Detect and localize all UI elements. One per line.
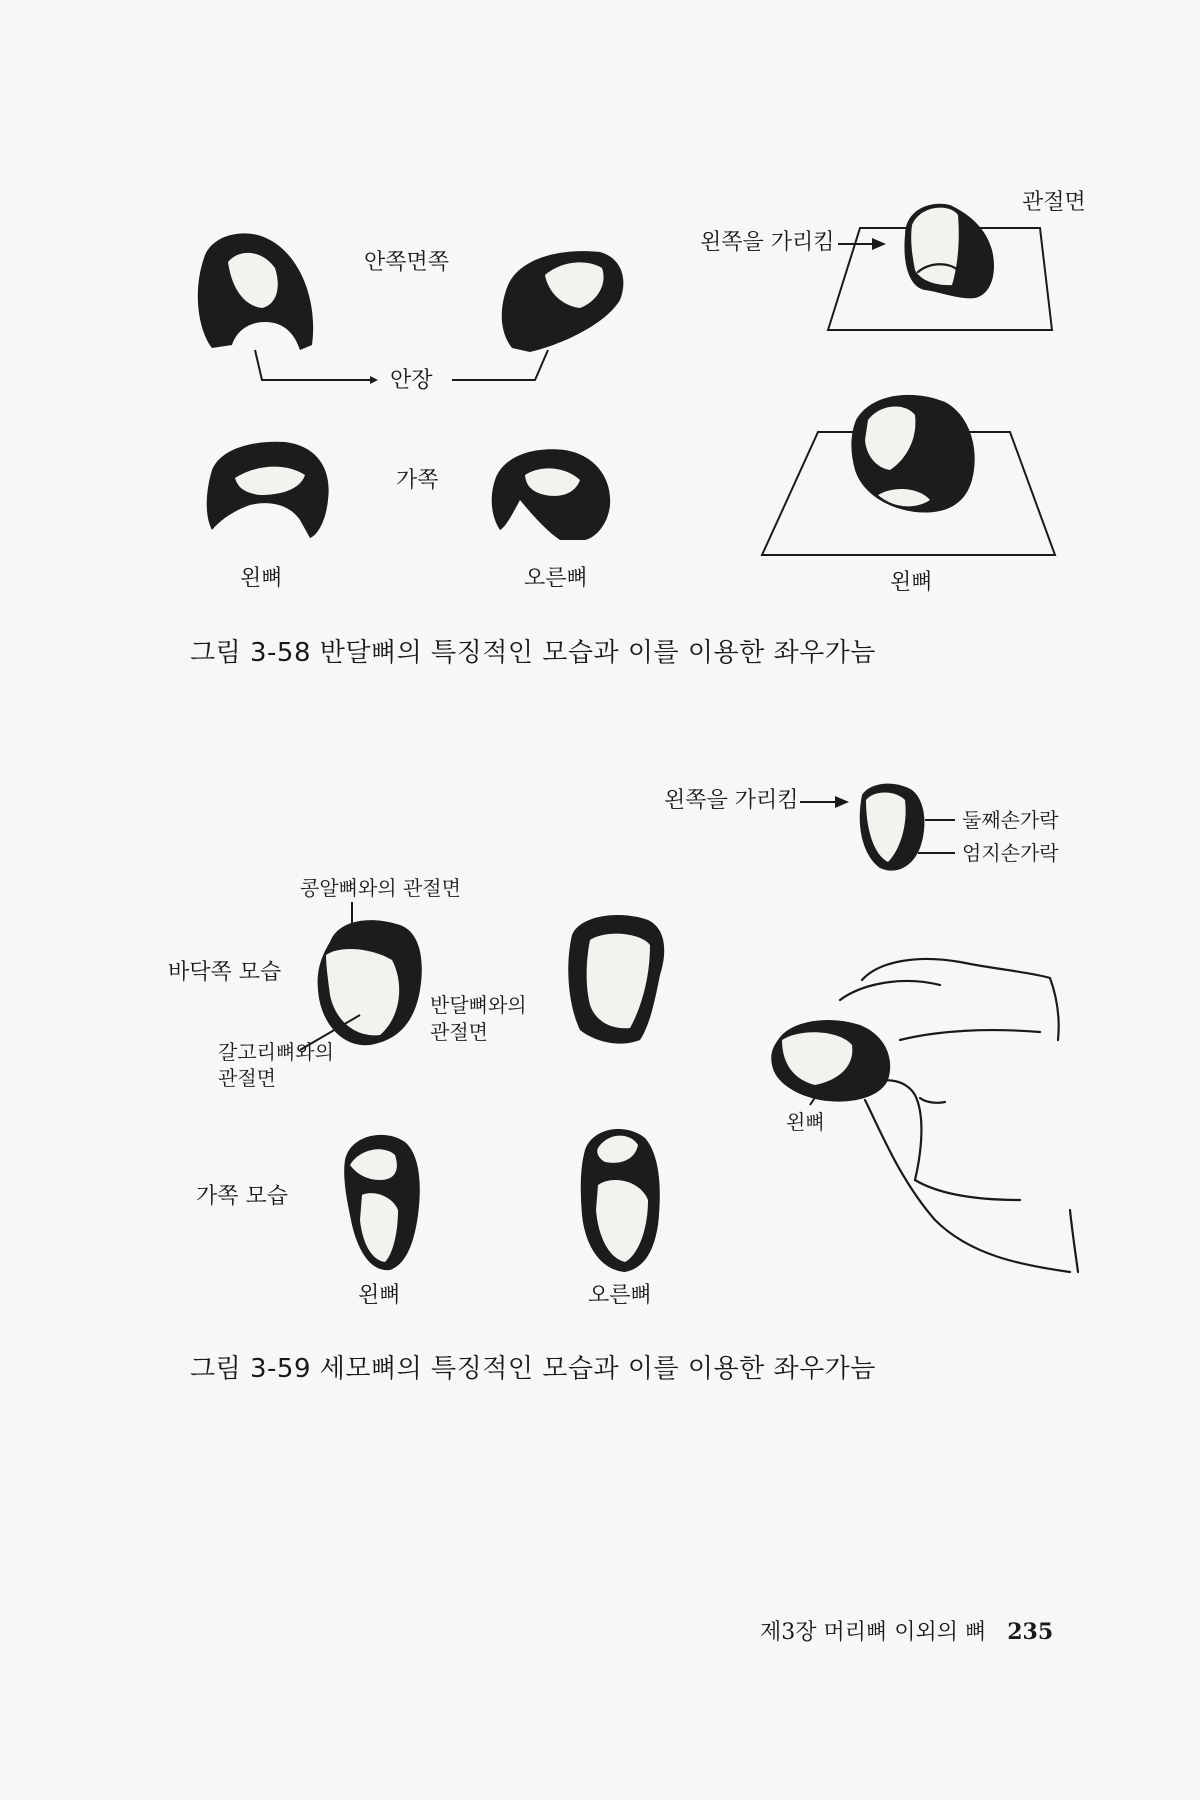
label-palmar-view: 바닥쪽 모습	[168, 960, 282, 985]
page-footer	[760, 1615, 1053, 1646]
label-thumb: 엄지손가락	[962, 841, 1059, 865]
label-left-bone-1: 왼뼈	[240, 566, 283, 591]
figure-caption-3-59: 그림 3-59 세모뼈의 특징적인 모습과 이를 이용한 좌우가늠	[190, 1354, 876, 1384]
chapter-title: 제3장 머리뼈 이외의 뼈	[760, 1620, 987, 1645]
label-pisiform-surface: 콩알뼈와의 관절면	[300, 876, 461, 900]
label-left-bone-hand: 왼뼈	[786, 1110, 825, 1134]
label-left-bone-2: 왼뼈	[890, 570, 933, 595]
page-number: 235	[1007, 1619, 1054, 1645]
label-lunate-surface-1: 반달뼈와의	[430, 993, 527, 1017]
label-saddle: 안장	[390, 368, 433, 393]
label-right-bone-1: 오른뼈	[524, 566, 588, 591]
figure-caption-3-58: 그림 3-58 반달뼈의 특징적인 모습과 이를 이용한 좌우가늠	[190, 638, 876, 668]
label-lateral: 가쪽	[396, 468, 439, 493]
label-lunate-surface-2: 관절면	[430, 1020, 488, 1044]
label-inner-surface: 안쪽면쪽	[364, 250, 450, 275]
label-points-left-2: 왼쪽을 가리킴	[664, 788, 799, 813]
label-hamate-surface-1: 갈고리뼈와의	[218, 1040, 334, 1064]
label-index-finger: 둘째손가락	[962, 808, 1059, 832]
label-lateral-view: 가쪽 모습	[196, 1184, 289, 1209]
label-points-left-1: 왼쪽을 가리킴	[700, 230, 835, 255]
label-right-bone-2: 오른뼈	[588, 1283, 652, 1308]
label-left-bone-3: 왼뼈	[358, 1283, 401, 1308]
label-articular-surface: 관절면	[1022, 190, 1086, 215]
label-hamate-surface-2: 관절면	[218, 1066, 276, 1090]
